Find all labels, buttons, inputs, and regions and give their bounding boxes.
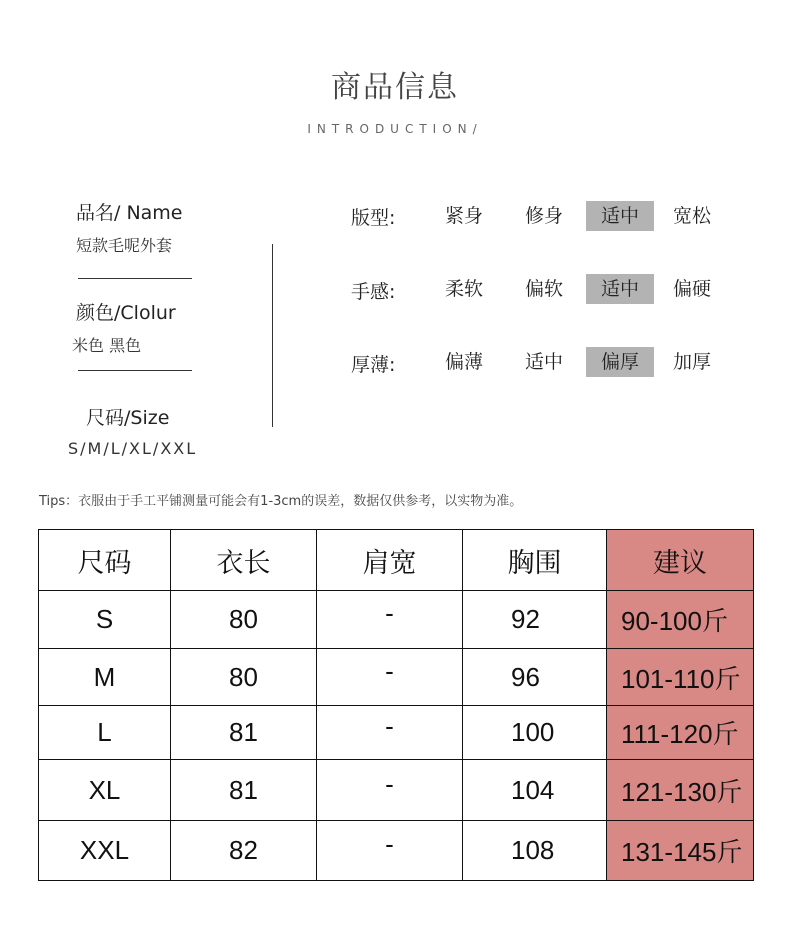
- attr-thickness-option: 加厚: [672, 351, 711, 373]
- attr-feel-option: 偏软: [524, 278, 563, 300]
- attr-thickness-label: 厚薄:: [351, 354, 396, 376]
- attr-fit-label: 版型:: [351, 207, 396, 229]
- cell-recommend: 90-100斤: [607, 591, 754, 649]
- tips-text: Tips：衣服由于手工平铺测量可能会有1-3cm的误差，数据仅供参考，以实物为准。: [39, 494, 523, 509]
- attr-thickness-option-selected: 偏厚: [586, 347, 654, 377]
- cell-size: L: [39, 706, 171, 760]
- table-row: [39, 760, 754, 821]
- cell-shoulder: -: [317, 591, 463, 649]
- cell-length: 80: [171, 591, 317, 649]
- cell-shoulder: -: [317, 649, 463, 706]
- header-recommend: 建议: [607, 530, 754, 591]
- header-chest: 胸围: [463, 530, 607, 591]
- cell-recommend: 121-130斤: [607, 760, 754, 821]
- cell-chest: 104: [463, 760, 607, 821]
- color-value: 米色 黑色: [72, 336, 142, 355]
- cell-recommend: 131-145斤: [607, 821, 754, 881]
- attr-fit-option-selected: 适中: [586, 201, 654, 231]
- attr-fit-option: 紧身: [444, 205, 483, 227]
- size-table: [38, 529, 754, 881]
- attr-feel-label: 手感:: [351, 281, 396, 303]
- table-row: [39, 591, 754, 649]
- cell-size: S: [39, 591, 171, 649]
- attr-feel-option: 偏硬: [672, 278, 711, 300]
- header-size: 尺码: [39, 530, 171, 591]
- cell-shoulder: -: [317, 760, 463, 821]
- cell-chest: 108: [463, 821, 607, 881]
- size-label: 尺码/Size: [86, 407, 170, 429]
- attr-feel-option: 柔软: [444, 278, 483, 300]
- divider: [78, 370, 192, 371]
- color-label: 颜色/Clolur: [76, 302, 176, 324]
- cell-chest: 92: [463, 591, 607, 649]
- attr-fit-option: 修身: [524, 205, 563, 227]
- vertical-divider: [272, 244, 273, 427]
- cell-size: XXL: [39, 821, 171, 881]
- attr-thickness-option: 偏薄: [444, 351, 483, 373]
- size-value: S/M/L/XL/XXL: [68, 439, 198, 458]
- header-length: 衣长: [171, 530, 317, 591]
- table-row: [39, 649, 754, 706]
- cell-length: 80: [171, 649, 317, 706]
- cell-length: 82: [171, 821, 317, 881]
- cell-shoulder: -: [317, 706, 463, 760]
- page-subtitle: INTRODUCTION/: [307, 122, 483, 136]
- cell-recommend: 111-120斤: [607, 706, 754, 760]
- cell-chest: 100: [463, 706, 607, 760]
- cell-size: XL: [39, 760, 171, 821]
- cell-length: 81: [171, 760, 317, 821]
- cell-size: M: [39, 649, 171, 706]
- name-value: 短款毛呢外套: [76, 236, 173, 255]
- name-label: 品名/ Name: [76, 202, 183, 224]
- attr-feel-option-selected: 适中: [586, 274, 654, 304]
- attr-fit-option: 宽松: [672, 205, 711, 227]
- attr-thickness-option: 适中: [524, 351, 563, 373]
- divider: [78, 278, 192, 279]
- table-header-row: [39, 530, 754, 591]
- header-shoulder: 肩宽: [317, 530, 463, 591]
- cell-length: 81: [171, 706, 317, 760]
- table-row: [39, 706, 754, 760]
- cell-shoulder: -: [317, 821, 463, 881]
- page-title: 商品信息: [331, 70, 459, 105]
- cell-recommend: 101-110斤: [607, 649, 754, 706]
- cell-chest: 96: [463, 649, 607, 706]
- table-row: [39, 821, 754, 881]
